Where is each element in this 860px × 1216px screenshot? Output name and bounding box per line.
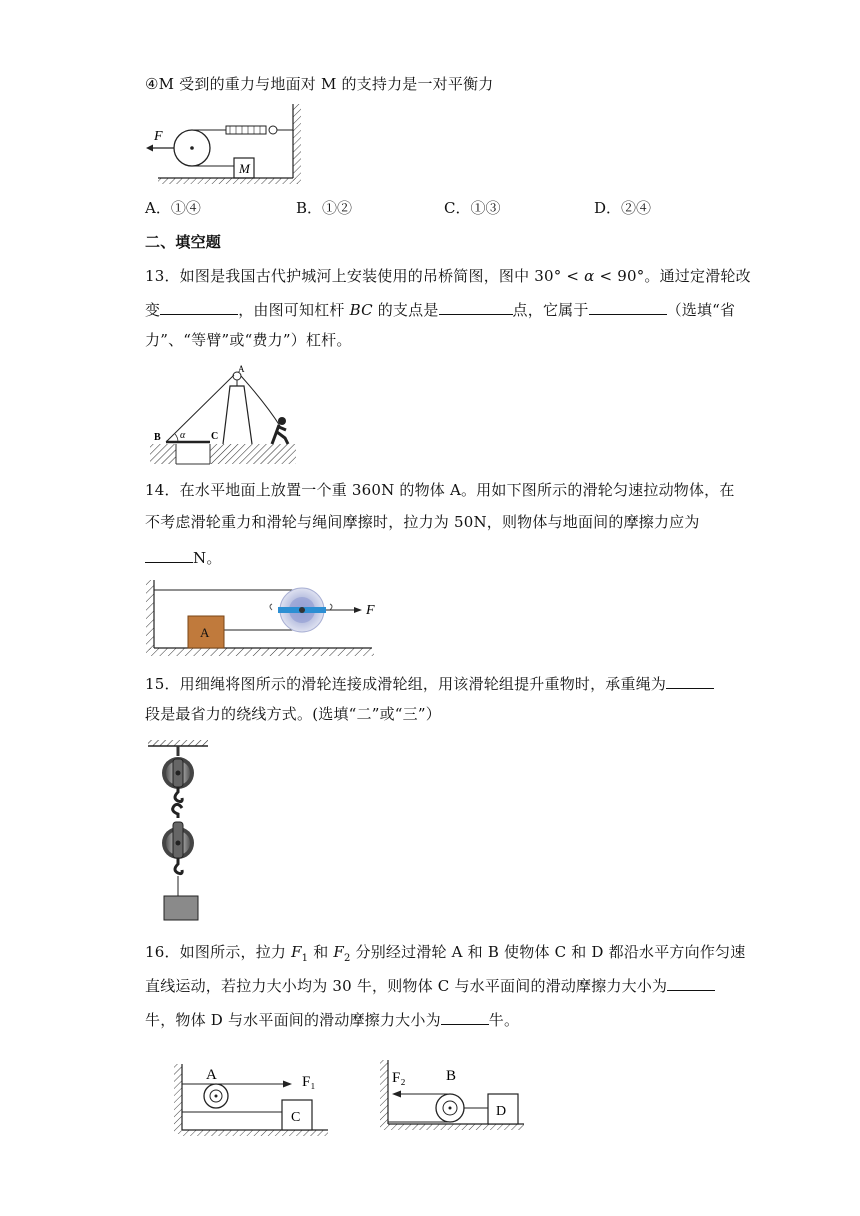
svg-text:F₁: F₁ xyxy=(302,1074,316,1090)
q15-line-2: 段是最省力的绕线方式。(选填“二”或“三”） xyxy=(145,705,441,723)
q16-figure-left xyxy=(172,1062,332,1142)
q13-blank-3[interactable] xyxy=(589,298,667,315)
q13-blank-1[interactable] xyxy=(160,298,238,315)
svg-text:C: C xyxy=(291,1110,301,1125)
svg-text:B: B xyxy=(446,1068,457,1084)
option-b[interactable]: B．①② xyxy=(296,199,353,217)
q15-figure xyxy=(146,738,216,924)
q16-figure-right xyxy=(378,1058,528,1138)
q14-blank[interactable] xyxy=(145,546,193,563)
q14-line-3: N。 xyxy=(145,546,222,568)
q15-blank[interactable] xyxy=(666,672,714,689)
option-d[interactable]: D．②④ xyxy=(594,199,652,217)
svg-text:A: A xyxy=(238,364,245,374)
q13-blank-2[interactable] xyxy=(439,298,513,315)
weight-block xyxy=(164,896,198,920)
q13-line-3: 力”、“等臂”或“费力”）杠杆。 xyxy=(145,331,352,349)
q14-line-2: 不考虑滑轮重力和滑轮与绳间摩擦时，拉力为 50N，则物体与地面间的摩擦力应为 xyxy=(145,513,700,531)
svg-text:F₂: F₂ xyxy=(392,1070,406,1086)
svg-text:F: F xyxy=(366,603,375,618)
q16-line-2: 直线运动，若拉力大小均为 30 牛，则物体 C 与水平面间的滑动摩擦力大小为 xyxy=(145,974,715,996)
q14-figure xyxy=(144,578,384,660)
svg-text:A: A xyxy=(206,1067,217,1083)
svg-text:M: M xyxy=(239,161,250,176)
q13-line-1: 13．如图是我国古代护城河上安装使用的吊桥简图，图中 30° < α < 90°。通过定滑轮改 xyxy=(145,267,751,285)
svg-text:B: B xyxy=(154,432,161,443)
q13-line-2: 变 ，由图可知杠杆 BC 的支点是 点，它属于 （选填“省 xyxy=(145,298,735,320)
q12-figure xyxy=(140,100,310,190)
option-c[interactable]: C．①③ xyxy=(444,199,501,217)
q13-figure xyxy=(148,364,298,468)
q16-blank-1[interactable] xyxy=(667,974,715,991)
q14-line-1: 14．在水平地面上放置一个重 360N 的物体 A。用如下图所示的滑轮匀速拉动物体，在 xyxy=(145,481,735,499)
svg-text:A: A xyxy=(200,625,210,640)
svg-text:C: C xyxy=(211,431,219,442)
force-label: F xyxy=(154,129,163,144)
q15-line-1: 15．用细绳将图所示的滑轮连接成滑轮组，用该滑轮组提升重物时，承重绳为 xyxy=(145,672,714,694)
option-a[interactable]: A．①④ xyxy=(145,199,201,217)
q16-line-3: 牛，物体 D 与水平面间的滑动摩擦力大小为 牛。 xyxy=(145,1008,519,1030)
q12-statement-4: ④M 受到的重力与地面对 M 的支持力是一对平衡力 xyxy=(145,75,494,93)
svg-text:α: α xyxy=(180,430,186,441)
svg-text:D: D xyxy=(496,1104,507,1119)
q16-blank-2[interactable] xyxy=(441,1008,489,1025)
section-title: 二、填空题 xyxy=(145,233,222,251)
q16-line-1: 16．如图所示，拉力 $F_1$ 和 $F_2$ 分别经过滑轮 A 和 B 使物体 C 和 D 都沿水平方向作匀速 xyxy=(145,943,746,964)
